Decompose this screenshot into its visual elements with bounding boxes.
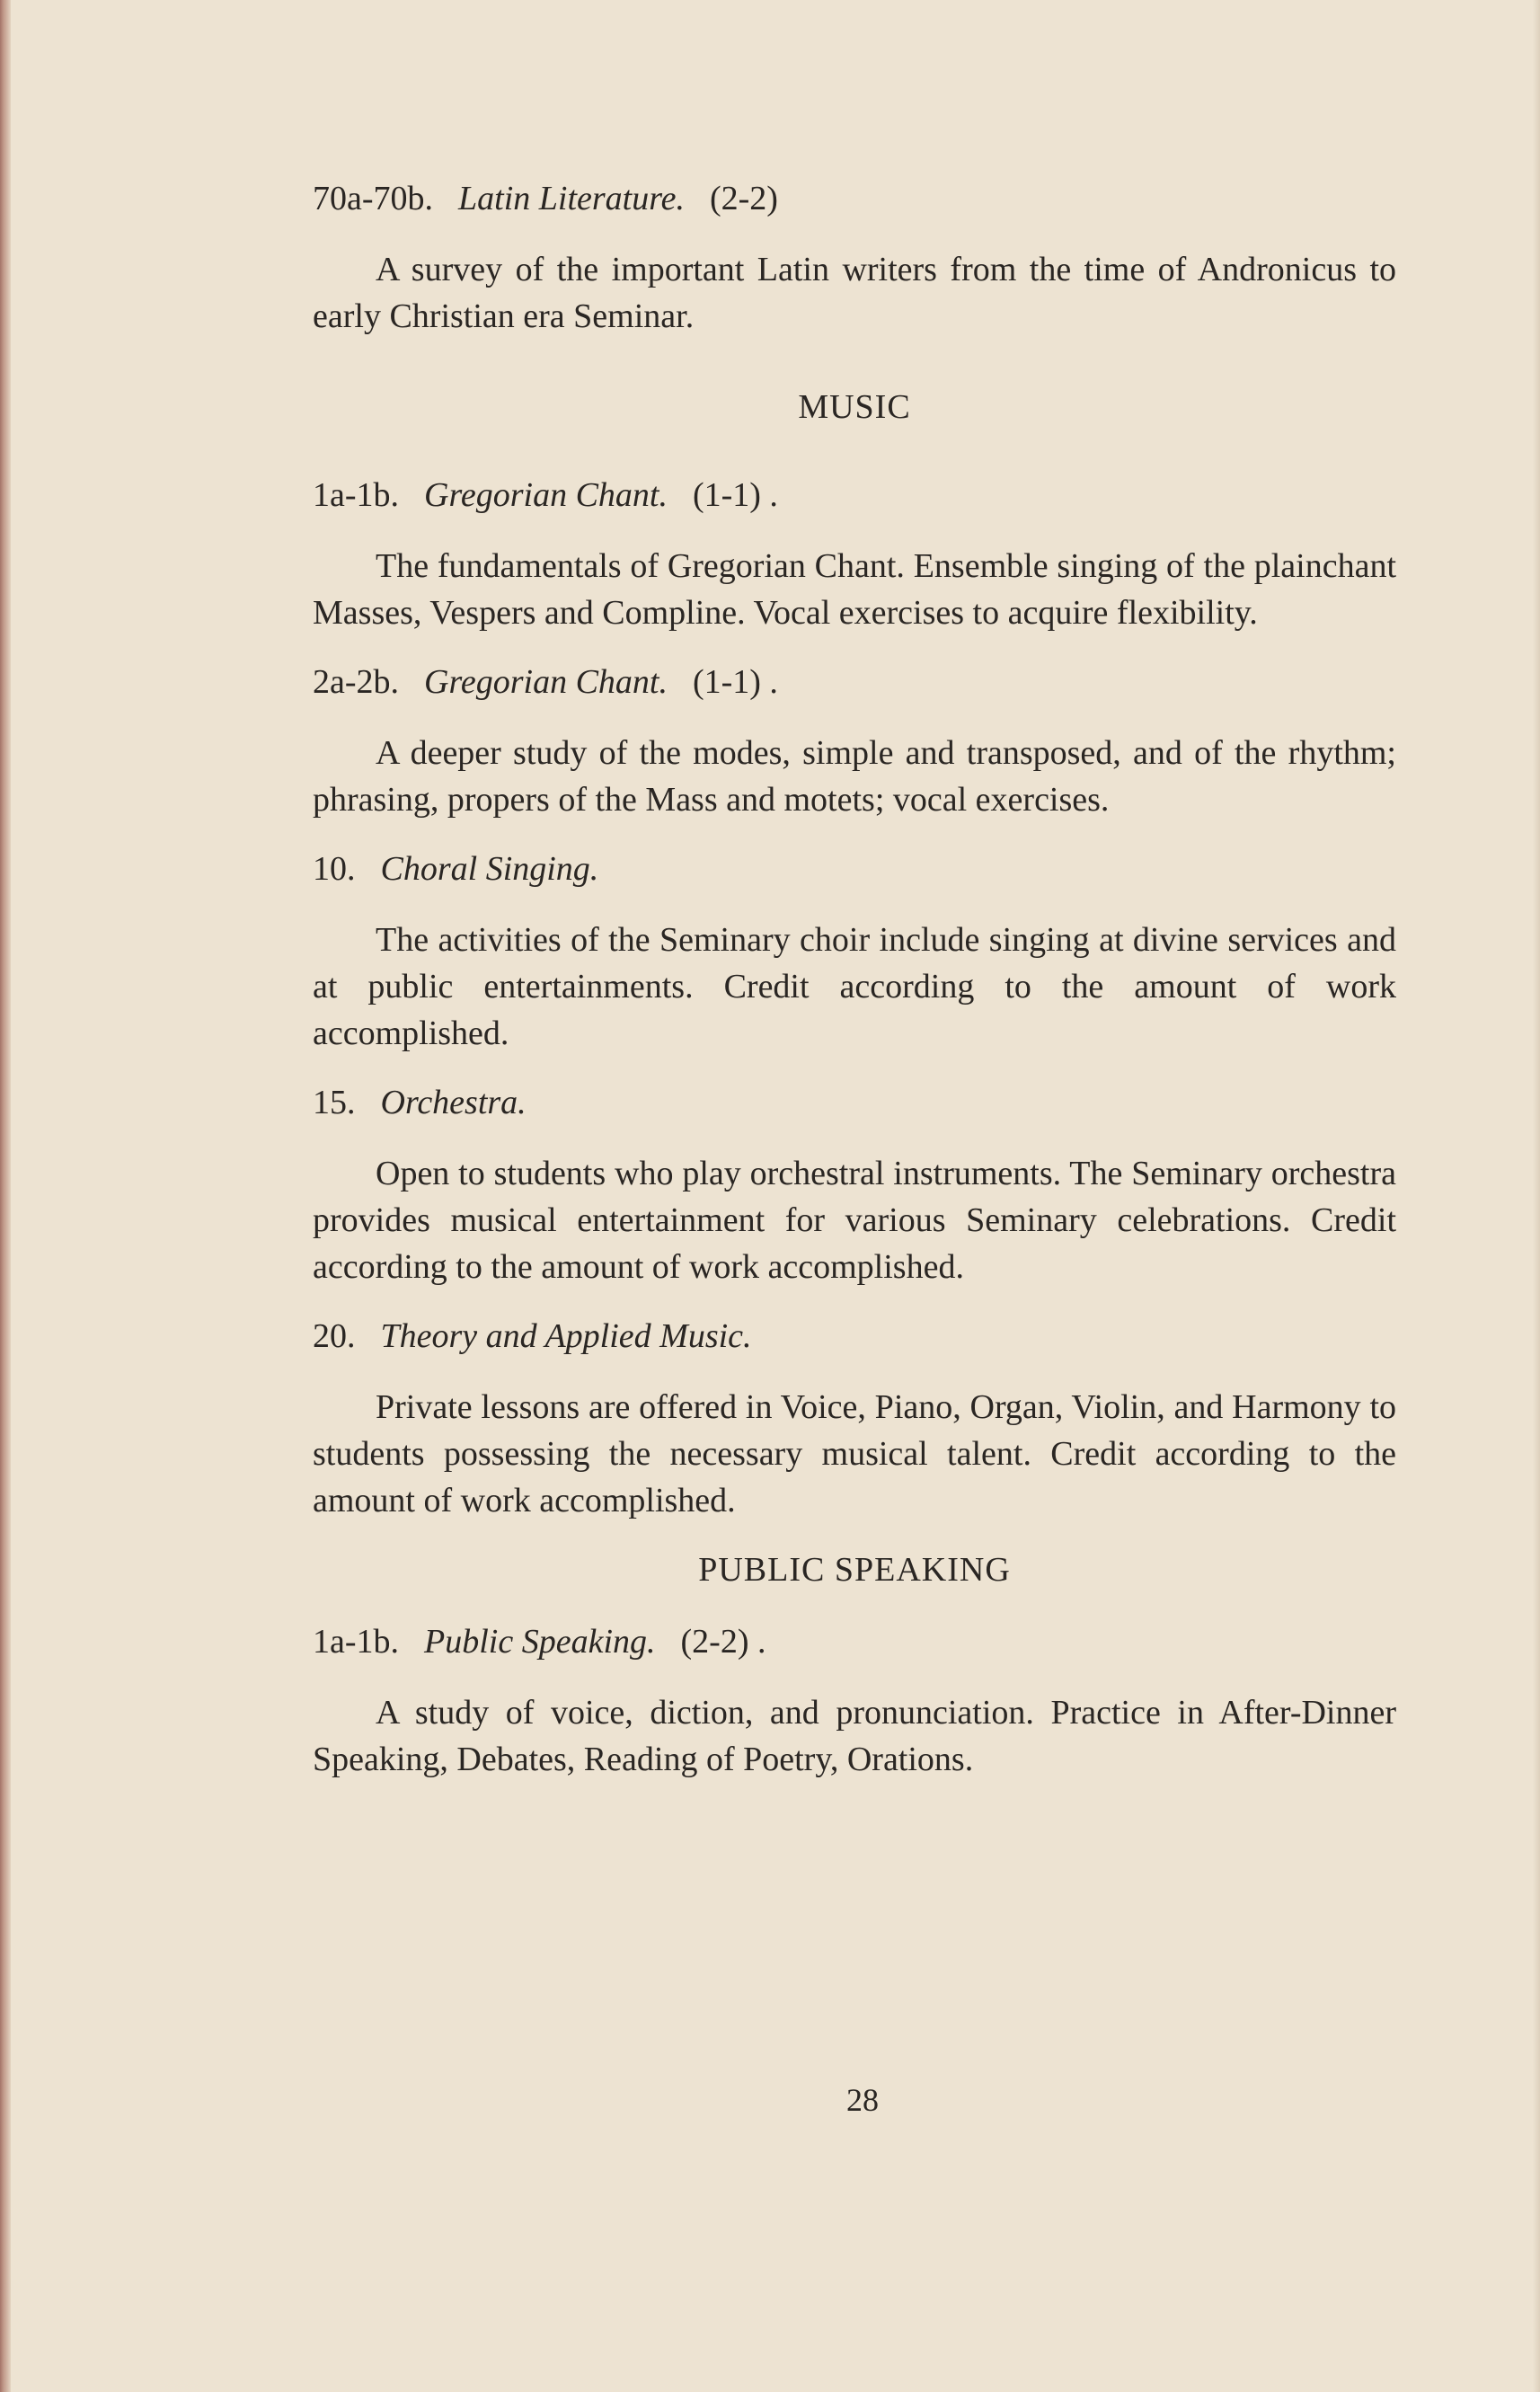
section-heading-music: MUSIC <box>798 388 911 426</box>
course-description-block <box>313 1689 1396 1783</box>
course-description-block <box>313 1384 1396 1524</box>
course-number: 15. <box>313 1084 356 1121</box>
course-credits: (2-2) <box>710 180 778 217</box>
course-title: Public Speaking. <box>424 1623 656 1661</box>
course-entry-theory-applied-music <box>313 1314 1396 1524</box>
course-description: Private lessons are offered in Voice, Piano, Organ, Violin, and Harmony to students possessing the necessary musical talent. Credit according to the amount of work accomplished. <box>313 1388 1396 1519</box>
course-description-block <box>313 730 1396 823</box>
course-heading <box>313 846 1396 891</box>
course-title: Orchestra. <box>380 1084 527 1121</box>
course-heading <box>313 1619 1396 1664</box>
course-number: 1a-1b. <box>313 476 400 514</box>
course-number: 2a-2b. <box>313 663 400 701</box>
course-description: Open to students who play orchestral instruments. The Seminary orchestra provides musical entertainment for various Seminary celebrations. Credit according to the amount of work accomplished. <box>313 1155 1396 1286</box>
section-heading-public-speaking: PUBLIC SPEAKING <box>698 1551 1011 1589</box>
course-description: A study of voice, diction, and pronunciation. Practice in After-Dinner Speaking, Debates, Reading of Poetry, Orations. <box>313 1694 1396 1778</box>
course-heading <box>313 176 1396 221</box>
course-credits: (1-1) . <box>692 476 778 514</box>
course-number: 1a-1b. <box>313 1623 400 1661</box>
course-description-block <box>313 917 1396 1057</box>
page-content <box>313 176 1396 1783</box>
page-binding-edge <box>0 0 11 2392</box>
course-title: Theory and Applied Music. <box>380 1317 752 1355</box>
course-heading <box>313 1314 1396 1359</box>
course-description-block <box>313 246 1396 340</box>
course-description: The fundamentals of Gregorian Chant. Ensemble singing of the plainchant Masses, Vespers and Compline. Vocal exercises to acquire flexibility. <box>313 547 1396 632</box>
course-heading <box>313 660 1396 704</box>
course-number: 10. <box>313 850 356 888</box>
course-description: A survey of the important Latin writers from the time of Andronicus to early Christian era Seminar. <box>313 251 1396 335</box>
course-entry-gregorian-chant-1 <box>313 473 1396 636</box>
course-description-block <box>313 1150 1396 1290</box>
course-credits: (1-1) . <box>692 663 778 701</box>
course-entry-latin-literature <box>313 176 1396 340</box>
page-number: 28 <box>846 2082 879 2118</box>
page-right-edge <box>1533 0 1540 2392</box>
course-description: The activities of the Seminary choir include singing at divine services and at public entertainments. Credit according to the amount of work accomplished. <box>313 921 1396 1052</box>
course-entry-gregorian-chant-2 <box>313 660 1396 823</box>
course-description: A deeper study of the modes, simple and transposed, and of the rhythm; phrasing, propers of the Mass and motets; vocal exercises. <box>313 734 1396 819</box>
course-description-block <box>313 543 1396 636</box>
course-title: Gregorian Chant. <box>424 663 668 701</box>
course-title: Latin Literature. <box>458 180 685 217</box>
course-entry-orchestra <box>313 1080 1396 1290</box>
course-entry-public-speaking <box>313 1619 1396 1783</box>
course-entry-choral-singing <box>313 846 1396 1057</box>
course-credits: (2-2) . <box>680 1623 766 1661</box>
course-heading <box>313 1080 1396 1125</box>
course-number: 20. <box>313 1317 356 1355</box>
course-title: Gregorian Chant. <box>424 476 668 514</box>
course-number: 70a-70b. <box>313 180 434 217</box>
course-title: Choral Singing. <box>380 850 599 888</box>
course-heading <box>313 473 1396 518</box>
